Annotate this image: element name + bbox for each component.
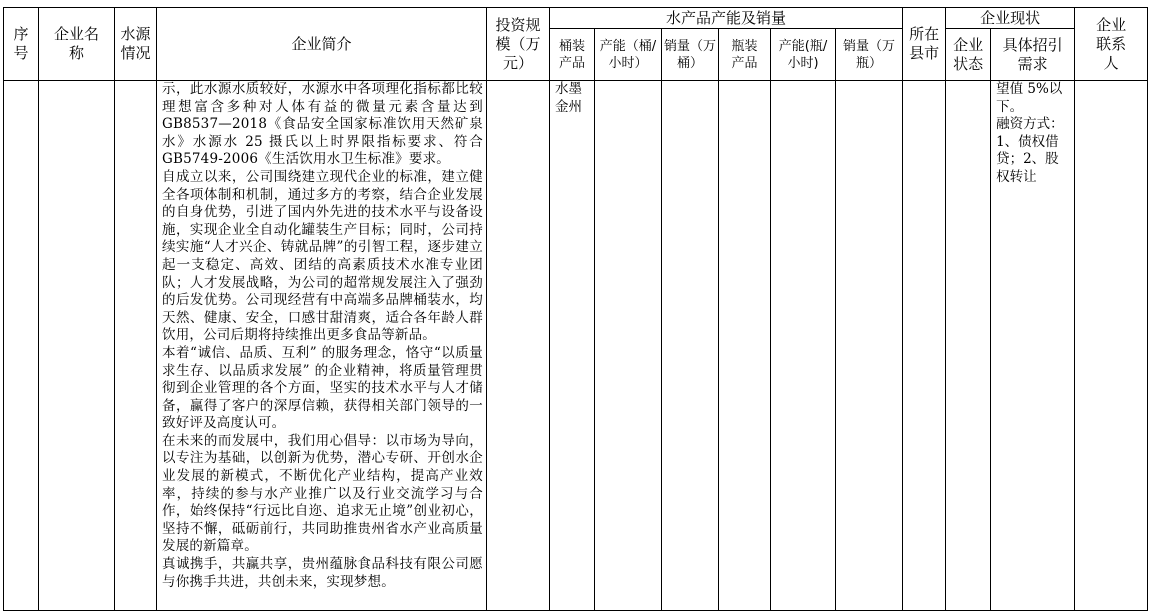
- cell-contact: [1075, 81, 1148, 611]
- header-barrel-product: 桶装产品: [550, 29, 595, 81]
- header-company-intro: 企业简介: [157, 8, 487, 81]
- header-county: 所在县市: [903, 8, 946, 81]
- cell-barrel-capacity: [595, 81, 662, 611]
- header-investment: 投资规模（万元）: [487, 8, 550, 81]
- cell-investment: [487, 81, 550, 611]
- cell-barrel-product: [550, 81, 595, 611]
- header-contact: 企业联系人: [1075, 8, 1148, 81]
- header-recruit-needs: 具体招引需求: [991, 29, 1075, 81]
- cell-enterprise-status: [946, 81, 991, 611]
- cell-bottle-product: [719, 81, 771, 611]
- intro-paragraph: 自成立以来，公司围绕建立现代企业的标准，建立健全各项体制和机制，通过多方的考察，结合企业发展的自身优势，引进了国内外先进的技术水平与设备设施，实现企业全自动化罐装生产目标；同时，公司持续实施“人才兴企、铸就品牌”的引智工程，逐步建立起一支稳定、高效、团结的高素质技术水准专业团队；人才发展战略，为公司的超常规发展注入了强劲的后发优势。公司现经营有中高端多品牌桶装水，均天然、健康、安全，口感甘甜清爽，适合各年龄人群饮用，公司后期将持续推出更多食品等新品。: [162, 168, 483, 344]
- table-row: [4, 81, 1148, 611]
- header-seq: 序号: [4, 8, 39, 81]
- barrel-product-text: 水墨金州: [555, 81, 582, 115]
- cell-seq: [4, 81, 39, 611]
- recruit-line: 融资方式：1、债权借贷；2、股权转让: [996, 116, 1064, 185]
- cell-company-intro: [157, 81, 487, 611]
- cell-barrel-sales: [662, 81, 719, 611]
- cell-county: [903, 81, 946, 611]
- intro-paragraph: 示，此水源水质较好，水源水中各项理化指标都比较理想富含多种对人体有益的微量元素含量达到 GB8537—2018《食品安全国家标准饮用天然矿泉水》水源水 25 摄氏以上时界限指标要求、符合 GB5749-2006《生活饮用水卫生标准》要求。: [162, 81, 483, 168]
- cell-bottle-capacity: [771, 81, 836, 611]
- header-water-source: 水源情况: [115, 8, 157, 81]
- cell-water-source: [115, 81, 157, 611]
- header-bottle-sales: 销量（万瓶）: [836, 29, 903, 81]
- header-enterprise-status: 企业状态: [946, 29, 991, 81]
- header-bottle-product: 瓶装产品: [719, 29, 771, 81]
- recruit-line: 望值 5%以下。: [996, 81, 1063, 115]
- header-company-name: 企业名称: [39, 8, 115, 81]
- cell-company-name: [39, 81, 115, 611]
- header-bottle-capacity: 产能(瓶/小时): [771, 29, 836, 81]
- header-barrel-capacity: 产能（桶/小时）: [595, 29, 662, 81]
- intro-paragraph: 本着“诚信、品质、互利” 的服务理念，恪守“以质量求生存、以品质求发展” 的企业精神，将质量管理贯彻到企业管理的各个方面，坚实的技术水平与人才储备，赢得了客户的深厚信赖，获得相关部门领导的一致好评及高度认可。: [162, 344, 483, 432]
- enterprise-table: [3, 7, 1148, 611]
- cell-bottle-sales: [836, 81, 903, 611]
- intro-paragraph: 真诚携手，共赢共享，贵州蕴脉食品科技有限公司愿与你携手共进，共创未来，实现梦想。: [162, 556, 483, 590]
- intro-paragraph: 在未来的而发展中，我们用心倡导：以市场为导向，以专注为基础，以创新为优势，潜心专研、开创水企业发展的新模式，不断优化产业结构，提高产业效率，持续的参与水产业推广以及行业交流学习与合作，始终保持“行远比自迩、追求无止境”创业初心，坚持不懈，砥砺前行，共同助推贵州省水产业高质量发展的新篇章。: [162, 432, 483, 555]
- header-status-group: 企业现状: [946, 8, 1075, 29]
- cell-recruit-needs: [991, 81, 1075, 611]
- header-barrel-sales: 销量（万桶）: [662, 29, 719, 81]
- header-capacity-group: 水产品产能及销量: [550, 8, 903, 29]
